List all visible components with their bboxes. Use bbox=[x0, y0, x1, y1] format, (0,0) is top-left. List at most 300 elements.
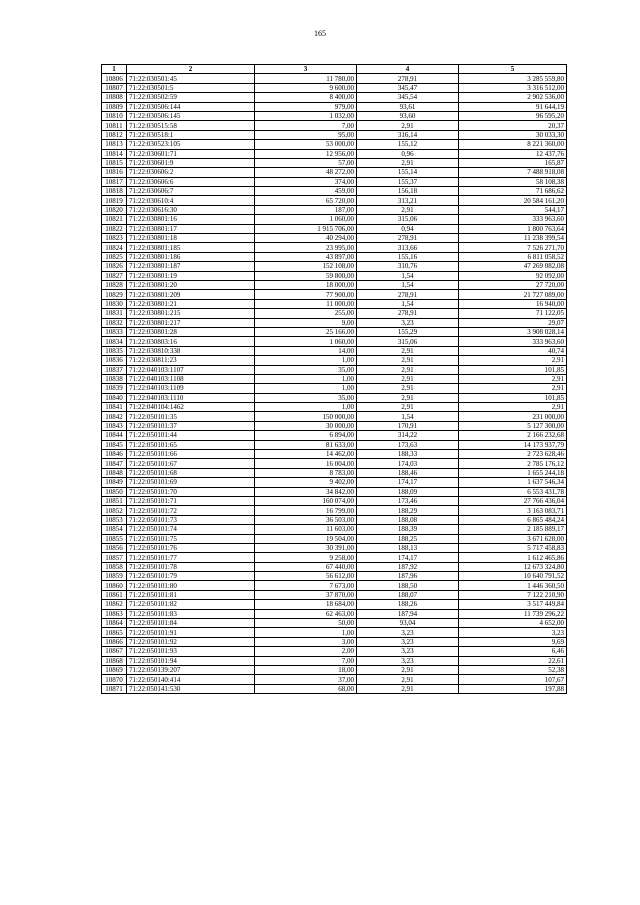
area-value: 36 503,00 bbox=[255, 515, 357, 524]
cadastral-value: 544,17 bbox=[459, 205, 567, 214]
cadastral-number: 71:22:050101:67 bbox=[127, 459, 255, 468]
area-value: 187,00 bbox=[255, 205, 357, 214]
table-row bbox=[102, 675, 567, 684]
specific-value: 3,23 bbox=[357, 318, 459, 327]
row-number: 10822 bbox=[102, 224, 127, 233]
specific-value: 3,23 bbox=[357, 656, 459, 665]
row-number: 10840 bbox=[102, 393, 127, 402]
row-number: 10808 bbox=[102, 93, 127, 102]
cadastral-number: 71:22:050101:35 bbox=[127, 412, 255, 421]
table-row bbox=[102, 290, 567, 299]
cadastral-value: 6 553 431,78 bbox=[459, 487, 567, 496]
specific-value: 155,37 bbox=[357, 177, 459, 186]
specific-value: 173,46 bbox=[357, 496, 459, 505]
specific-value: 155,29 bbox=[357, 327, 459, 336]
specific-value: 313,21 bbox=[357, 196, 459, 205]
area-value: 43 897,00 bbox=[255, 252, 357, 261]
specific-value: 2,91 bbox=[357, 356, 459, 365]
row-number: 10828 bbox=[102, 280, 127, 289]
table-row bbox=[102, 262, 567, 271]
area-value: 1,00 bbox=[255, 374, 357, 383]
cadastral-number: 71:22:030801:209 bbox=[127, 290, 255, 299]
table-row bbox=[102, 327, 567, 336]
cadastral-value: 2,91 bbox=[459, 403, 567, 412]
cadastral-value: 333 963,60 bbox=[459, 337, 567, 346]
table-row bbox=[102, 450, 567, 459]
row-number: 10857 bbox=[102, 553, 127, 562]
cadastral-value: 2,91 bbox=[459, 384, 567, 393]
specific-value: 2,91 bbox=[357, 403, 459, 412]
table-row bbox=[102, 666, 567, 675]
cadastral-value: 29,07 bbox=[459, 318, 567, 327]
cadastral-number: 71:22:050101:75 bbox=[127, 534, 255, 543]
cadastral-number: 71:22:050141:530 bbox=[127, 684, 255, 693]
cadastral-value: 333 963,60 bbox=[459, 215, 567, 224]
cadastral-value: 3 285 559,80 bbox=[459, 74, 567, 83]
specific-value: 173,63 bbox=[357, 440, 459, 449]
row-number: 10810 bbox=[102, 111, 127, 120]
cadastral-number: 71:22:030506:144 bbox=[127, 102, 255, 111]
cadastral-value: 6 811 058,52 bbox=[459, 252, 567, 261]
row-number: 10841 bbox=[102, 403, 127, 412]
row-number: 10847 bbox=[102, 459, 127, 468]
cadastral-number: 71:22:040103:1110 bbox=[127, 393, 255, 402]
area-value: 77 900,00 bbox=[255, 290, 357, 299]
row-number: 10838 bbox=[102, 374, 127, 383]
cadastral-value: 2 902 536,00 bbox=[459, 93, 567, 102]
area-value: 6 894,00 bbox=[255, 431, 357, 440]
area-value: 14 462,00 bbox=[255, 450, 357, 459]
area-value: 23 995,00 bbox=[255, 243, 357, 252]
row-number: 10826 bbox=[102, 262, 127, 271]
row-number: 10806 bbox=[102, 74, 127, 83]
area-value: 81 633,00 bbox=[255, 440, 357, 449]
row-number: 10812 bbox=[102, 130, 127, 139]
cadastral-value: 1 446 360,50 bbox=[459, 581, 567, 590]
table-row bbox=[102, 431, 567, 440]
cadastral-value: 3 671 628,00 bbox=[459, 534, 567, 543]
specific-value: 3,23 bbox=[357, 637, 459, 646]
table-row bbox=[102, 102, 567, 111]
cadastral-value: 71 122,05 bbox=[459, 309, 567, 318]
specific-value: 3,23 bbox=[357, 647, 459, 656]
cadastral-number: 71:22:030801:217 bbox=[127, 318, 255, 327]
table-row bbox=[102, 496, 567, 505]
cadastral-value: 101,85 bbox=[459, 365, 567, 374]
row-number: 10821 bbox=[102, 215, 127, 224]
table-row bbox=[102, 149, 567, 158]
table-row bbox=[102, 168, 567, 177]
cadastral-number: 71:22:050101:74 bbox=[127, 525, 255, 534]
row-number: 10867 bbox=[102, 647, 127, 656]
specific-value: 2,91 bbox=[357, 393, 459, 402]
table-row bbox=[102, 525, 567, 534]
table-row bbox=[102, 252, 567, 261]
specific-value: 1,54 bbox=[357, 299, 459, 308]
cadastral-value: 3 517 449,84 bbox=[459, 600, 567, 609]
specific-value: 310,76 bbox=[357, 262, 459, 271]
table-row bbox=[102, 374, 567, 383]
area-value: 1 060,00 bbox=[255, 215, 357, 224]
area-value: 16 799,00 bbox=[255, 506, 357, 515]
area-value: 8 783,00 bbox=[255, 468, 357, 477]
row-number: 10871 bbox=[102, 684, 127, 693]
specific-value: 188,29 bbox=[357, 506, 459, 515]
row-number: 10819 bbox=[102, 196, 127, 205]
cadastral-number: 71:22:030801:185 bbox=[127, 243, 255, 252]
cadastral-number: 71:22:030801:187 bbox=[127, 262, 255, 271]
table-row bbox=[102, 215, 567, 224]
specific-value: 2,91 bbox=[357, 121, 459, 130]
area-value: 67 440,00 bbox=[255, 562, 357, 571]
row-number: 10849 bbox=[102, 478, 127, 487]
table-row bbox=[102, 478, 567, 487]
specific-value: 278,91 bbox=[357, 309, 459, 318]
area-value: 12 956,00 bbox=[255, 149, 357, 158]
row-number: 10848 bbox=[102, 468, 127, 477]
table-row bbox=[102, 459, 567, 468]
area-value: 459,00 bbox=[255, 187, 357, 196]
cadastral-number: 71:22:050101:76 bbox=[127, 543, 255, 552]
cadastral-number: 71:22:030523:105 bbox=[127, 140, 255, 149]
cadastral-value: 3 316 512,00 bbox=[459, 83, 567, 92]
column-header: 5 bbox=[459, 65, 567, 74]
area-value: 1,00 bbox=[255, 628, 357, 637]
cadastral-value: 3 163 083,71 bbox=[459, 506, 567, 515]
table-row bbox=[102, 384, 567, 393]
row-number: 10829 bbox=[102, 290, 127, 299]
table-row bbox=[102, 543, 567, 552]
area-value: 9 402,00 bbox=[255, 478, 357, 487]
specific-value: 156,18 bbox=[357, 187, 459, 196]
row-number: 10824 bbox=[102, 243, 127, 252]
area-value: 18 684,00 bbox=[255, 600, 357, 609]
area-value: 35,00 bbox=[255, 365, 357, 374]
area-value: 65 720,00 bbox=[255, 196, 357, 205]
cadastral-value: 12 437,76 bbox=[459, 149, 567, 158]
cadastral-number: 71:22:040103:1108 bbox=[127, 374, 255, 383]
row-number: 10839 bbox=[102, 384, 127, 393]
area-value: 1 915 706,00 bbox=[255, 224, 357, 233]
area-value: 62 463,00 bbox=[255, 609, 357, 618]
area-value: 8 400,00 bbox=[255, 93, 357, 102]
row-number: 10818 bbox=[102, 187, 127, 196]
cadastral-number: 71:22:050101:79 bbox=[127, 572, 255, 581]
cadastral-value: 6,46 bbox=[459, 647, 567, 656]
cadastral-number: 71:22:050101:72 bbox=[127, 506, 255, 515]
cadastral-value: 1 612 465,86 bbox=[459, 553, 567, 562]
row-number: 10817 bbox=[102, 177, 127, 186]
table-row bbox=[102, 234, 567, 243]
area-value: 160 074,00 bbox=[255, 496, 357, 505]
table-row bbox=[102, 224, 567, 233]
row-number: 10837 bbox=[102, 365, 127, 374]
row-number: 10827 bbox=[102, 271, 127, 280]
table-row bbox=[102, 412, 567, 421]
specific-value: 174,17 bbox=[357, 553, 459, 562]
table-row bbox=[102, 187, 567, 196]
cadastral-number: 71:22:050101:81 bbox=[127, 590, 255, 599]
table-row bbox=[102, 403, 567, 412]
cadastral-value: 47 269 082,08 bbox=[459, 262, 567, 271]
area-value: 18 000,00 bbox=[255, 280, 357, 289]
page-number: 165 bbox=[314, 29, 326, 38]
specific-value: 93,61 bbox=[357, 102, 459, 111]
area-value: 152 108,00 bbox=[255, 262, 357, 271]
area-value: 30 391,00 bbox=[255, 543, 357, 552]
column-header: 2 bbox=[127, 65, 255, 74]
cadastral-value: 5 717 458,83 bbox=[459, 543, 567, 552]
cadastral-value: 2,91 bbox=[459, 356, 567, 365]
area-value: 1,00 bbox=[255, 403, 357, 412]
cadastral-number: 71:22:030506:145 bbox=[127, 111, 255, 120]
row-number: 10814 bbox=[102, 149, 127, 158]
cadastral-number: 71:22:030502:59 bbox=[127, 93, 255, 102]
specific-value: 155,12 bbox=[357, 140, 459, 149]
table-row bbox=[102, 299, 567, 308]
specific-value: 3,23 bbox=[357, 628, 459, 637]
cadastral-value: 27 766 436,04 bbox=[459, 496, 567, 505]
column-header: 4 bbox=[357, 65, 459, 74]
specific-value: 188,33 bbox=[357, 450, 459, 459]
table-row bbox=[102, 140, 567, 149]
table-row bbox=[102, 534, 567, 543]
specific-value: 174,17 bbox=[357, 478, 459, 487]
area-value: 59 800,00 bbox=[255, 271, 357, 280]
cadastral-number: 71:22:030601:9 bbox=[127, 158, 255, 167]
table-row bbox=[102, 619, 567, 628]
specific-value: 1,54 bbox=[357, 412, 459, 421]
cadastral-value: 5 127 300,00 bbox=[459, 421, 567, 430]
cadastral-value: 12 673 324,80 bbox=[459, 562, 567, 571]
cadastral-value: 14 173 937,79 bbox=[459, 440, 567, 449]
specific-value: 188,13 bbox=[357, 543, 459, 552]
cadastral-value: 7 122 210,90 bbox=[459, 590, 567, 599]
table-row bbox=[102, 177, 567, 186]
cadastral-number: 71:22:050139:207 bbox=[127, 666, 255, 675]
specific-value: 155,14 bbox=[357, 168, 459, 177]
cadastral-number: 71:22:030801:28 bbox=[127, 327, 255, 336]
cadastral-value: 20,37 bbox=[459, 121, 567, 130]
area-value: 53 000,00 bbox=[255, 140, 357, 149]
cadastral-number: 71:22:030518:1 bbox=[127, 130, 255, 139]
area-value: 374,00 bbox=[255, 177, 357, 186]
row-number: 10863 bbox=[102, 609, 127, 618]
cadastral-number: 71:22:050101:94 bbox=[127, 656, 255, 665]
row-number: 10862 bbox=[102, 600, 127, 609]
cadastral-value: 96 595,20 bbox=[459, 111, 567, 120]
specific-value: 188,39 bbox=[357, 525, 459, 534]
row-number: 10845 bbox=[102, 440, 127, 449]
row-number: 10816 bbox=[102, 168, 127, 177]
cadastral-value: 7 526 271,70 bbox=[459, 243, 567, 252]
cadastral-number: 71:22:050101:83 bbox=[127, 609, 255, 618]
specific-value: 345,47 bbox=[357, 83, 459, 92]
cadastral-number: 71:22:050101:93 bbox=[127, 647, 255, 656]
table-row bbox=[102, 280, 567, 289]
table-row bbox=[102, 158, 567, 167]
cadastral-number: 71:22:030811:23 bbox=[127, 356, 255, 365]
specific-value: 188,46 bbox=[357, 468, 459, 477]
area-value: 9 258,00 bbox=[255, 553, 357, 562]
row-number: 10864 bbox=[102, 619, 127, 628]
table-row bbox=[102, 684, 567, 693]
cadastral-number: 71:22:050101:84 bbox=[127, 619, 255, 628]
area-value: 2,00 bbox=[255, 647, 357, 656]
cadastral-number: 71:22:030801:21 bbox=[127, 299, 255, 308]
specific-value: 93,04 bbox=[357, 619, 459, 628]
row-number: 10833 bbox=[102, 327, 127, 336]
cadastral-number: 71:22:030515:58 bbox=[127, 121, 255, 130]
cadastral-number: 71:22:050101:65 bbox=[127, 440, 255, 449]
table-row bbox=[102, 421, 567, 430]
cadastral-number: 71:22:030803:16 bbox=[127, 337, 255, 346]
row-number: 10855 bbox=[102, 534, 127, 543]
cadastral-value: 27 720,00 bbox=[459, 280, 567, 289]
specific-value: 2,91 bbox=[357, 346, 459, 355]
specific-value: 187,96 bbox=[357, 572, 459, 581]
cadastral-value: 9,69 bbox=[459, 637, 567, 646]
row-number: 10807 bbox=[102, 83, 127, 92]
area-value: 56 612,00 bbox=[255, 572, 357, 581]
row-number: 10835 bbox=[102, 346, 127, 355]
row-number: 10854 bbox=[102, 525, 127, 534]
table-row bbox=[102, 356, 567, 365]
row-number: 10815 bbox=[102, 158, 127, 167]
specific-value: 314,22 bbox=[357, 431, 459, 440]
row-number: 10853 bbox=[102, 515, 127, 524]
table-row bbox=[102, 365, 567, 374]
table-row bbox=[102, 515, 567, 524]
cadastral-value: 22,61 bbox=[459, 656, 567, 665]
specific-value: 170,91 bbox=[357, 421, 459, 430]
cadastral-number: 71:22:050101:69 bbox=[127, 478, 255, 487]
area-value: 19 504,00 bbox=[255, 534, 357, 543]
cadastral-number: 71:22:050101:91 bbox=[127, 628, 255, 637]
specific-value: 2,91 bbox=[357, 205, 459, 214]
cadastral-value: 40,74 bbox=[459, 346, 567, 355]
table-row bbox=[102, 581, 567, 590]
row-number: 10811 bbox=[102, 121, 127, 130]
row-number: 10836 bbox=[102, 356, 127, 365]
area-value: 48 272,00 bbox=[255, 168, 357, 177]
cadastral-number: 71:22:040103:1109 bbox=[127, 384, 255, 393]
area-value: 11 000,00 bbox=[255, 299, 357, 308]
cadastral-value: 20 584 161,20 bbox=[459, 196, 567, 205]
cadastral-number: 71:22:050101:73 bbox=[127, 515, 255, 524]
table-row bbox=[102, 628, 567, 637]
cadastral-number: 71:22:050101:77 bbox=[127, 553, 255, 562]
specific-value: 187,94 bbox=[357, 609, 459, 618]
area-value: 34 842,00 bbox=[255, 487, 357, 496]
row-number: 10861 bbox=[102, 590, 127, 599]
specific-value: 316,14 bbox=[357, 130, 459, 139]
cadastral-value: 101,85 bbox=[459, 393, 567, 402]
specific-value: 2,91 bbox=[357, 684, 459, 693]
specific-value: 188,08 bbox=[357, 515, 459, 524]
specific-value: 187,92 bbox=[357, 562, 459, 571]
area-value: 50,00 bbox=[255, 619, 357, 628]
table-row bbox=[102, 111, 567, 120]
row-number: 10843 bbox=[102, 421, 127, 430]
cadastral-number: 71:22:050101:71 bbox=[127, 496, 255, 505]
area-value: 95,00 bbox=[255, 130, 357, 139]
specific-value: 2,91 bbox=[357, 675, 459, 684]
cadastral-number: 71:22:050101:37 bbox=[127, 421, 255, 430]
area-value: 11 780,00 bbox=[255, 74, 357, 83]
cadastral-value: 107,67 bbox=[459, 675, 567, 684]
row-number: 10842 bbox=[102, 412, 127, 421]
cadastral-number: 71:22:050101:66 bbox=[127, 450, 255, 459]
table-row bbox=[102, 318, 567, 327]
table-row bbox=[102, 271, 567, 280]
cadastral-number: 71:22:050101:78 bbox=[127, 562, 255, 571]
specific-value: 174,03 bbox=[357, 459, 459, 468]
row-number: 10870 bbox=[102, 675, 127, 684]
cadastral-value: 6 865 484,24 bbox=[459, 515, 567, 524]
cadastral-number: 71:22:030801:16 bbox=[127, 215, 255, 224]
cadastral-number: 71:22:030801:20 bbox=[127, 280, 255, 289]
area-value: 1 060,00 bbox=[255, 337, 357, 346]
row-number: 10831 bbox=[102, 309, 127, 318]
specific-value: 155,16 bbox=[357, 252, 459, 261]
table-row bbox=[102, 572, 567, 581]
row-number: 10825 bbox=[102, 252, 127, 261]
cadastral-number: 71:22:030606:7 bbox=[127, 187, 255, 196]
specific-value: 315,06 bbox=[357, 215, 459, 224]
specific-value: 313,66 bbox=[357, 243, 459, 252]
cadastral-number: 71:22:030801:17 bbox=[127, 224, 255, 233]
specific-value: 188,07 bbox=[357, 590, 459, 599]
row-number: 10859 bbox=[102, 572, 127, 581]
table-row bbox=[102, 205, 567, 214]
area-value: 7 673,00 bbox=[255, 581, 357, 590]
cadastral-number: 71:22:030610:4 bbox=[127, 196, 255, 205]
area-value: 37,00 bbox=[255, 675, 357, 684]
table-row bbox=[102, 130, 567, 139]
cadastral-number: 71:22:030810:338 bbox=[127, 346, 255, 355]
cadastral-value-table bbox=[101, 64, 567, 694]
row-number: 10846 bbox=[102, 450, 127, 459]
specific-value: 2,91 bbox=[357, 365, 459, 374]
cadastral-value: 197,88 bbox=[459, 684, 567, 693]
table-row bbox=[102, 506, 567, 515]
row-number: 10865 bbox=[102, 628, 127, 637]
cadastral-value: 30 033,30 bbox=[459, 130, 567, 139]
row-number: 10852 bbox=[102, 506, 127, 515]
area-value: 57,00 bbox=[255, 158, 357, 167]
cadastral-number: 71:22:030616:30 bbox=[127, 205, 255, 214]
table-row bbox=[102, 346, 567, 355]
cadastral-number: 71:22:030601:71 bbox=[127, 149, 255, 158]
area-value: 150 000,00 bbox=[255, 412, 357, 421]
specific-value: 278,91 bbox=[357, 74, 459, 83]
column-header: 3 bbox=[255, 65, 357, 74]
row-number: 10866 bbox=[102, 637, 127, 646]
cadastral-number: 71:22:050101:68 bbox=[127, 468, 255, 477]
table-row bbox=[102, 196, 567, 205]
cadastral-value: 10 640 791,52 bbox=[459, 572, 567, 581]
table-row bbox=[102, 337, 567, 346]
cadastral-value: 8 221 360,00 bbox=[459, 140, 567, 149]
cadastral-value: 7 488 918,08 bbox=[459, 168, 567, 177]
cadastral-number: 71:22:030501:45 bbox=[127, 74, 255, 83]
column-header: 1 bbox=[102, 65, 127, 74]
area-value: 9,00 bbox=[255, 318, 357, 327]
row-number: 10823 bbox=[102, 234, 127, 243]
table-row bbox=[102, 74, 567, 83]
specific-value: 278,91 bbox=[357, 234, 459, 243]
